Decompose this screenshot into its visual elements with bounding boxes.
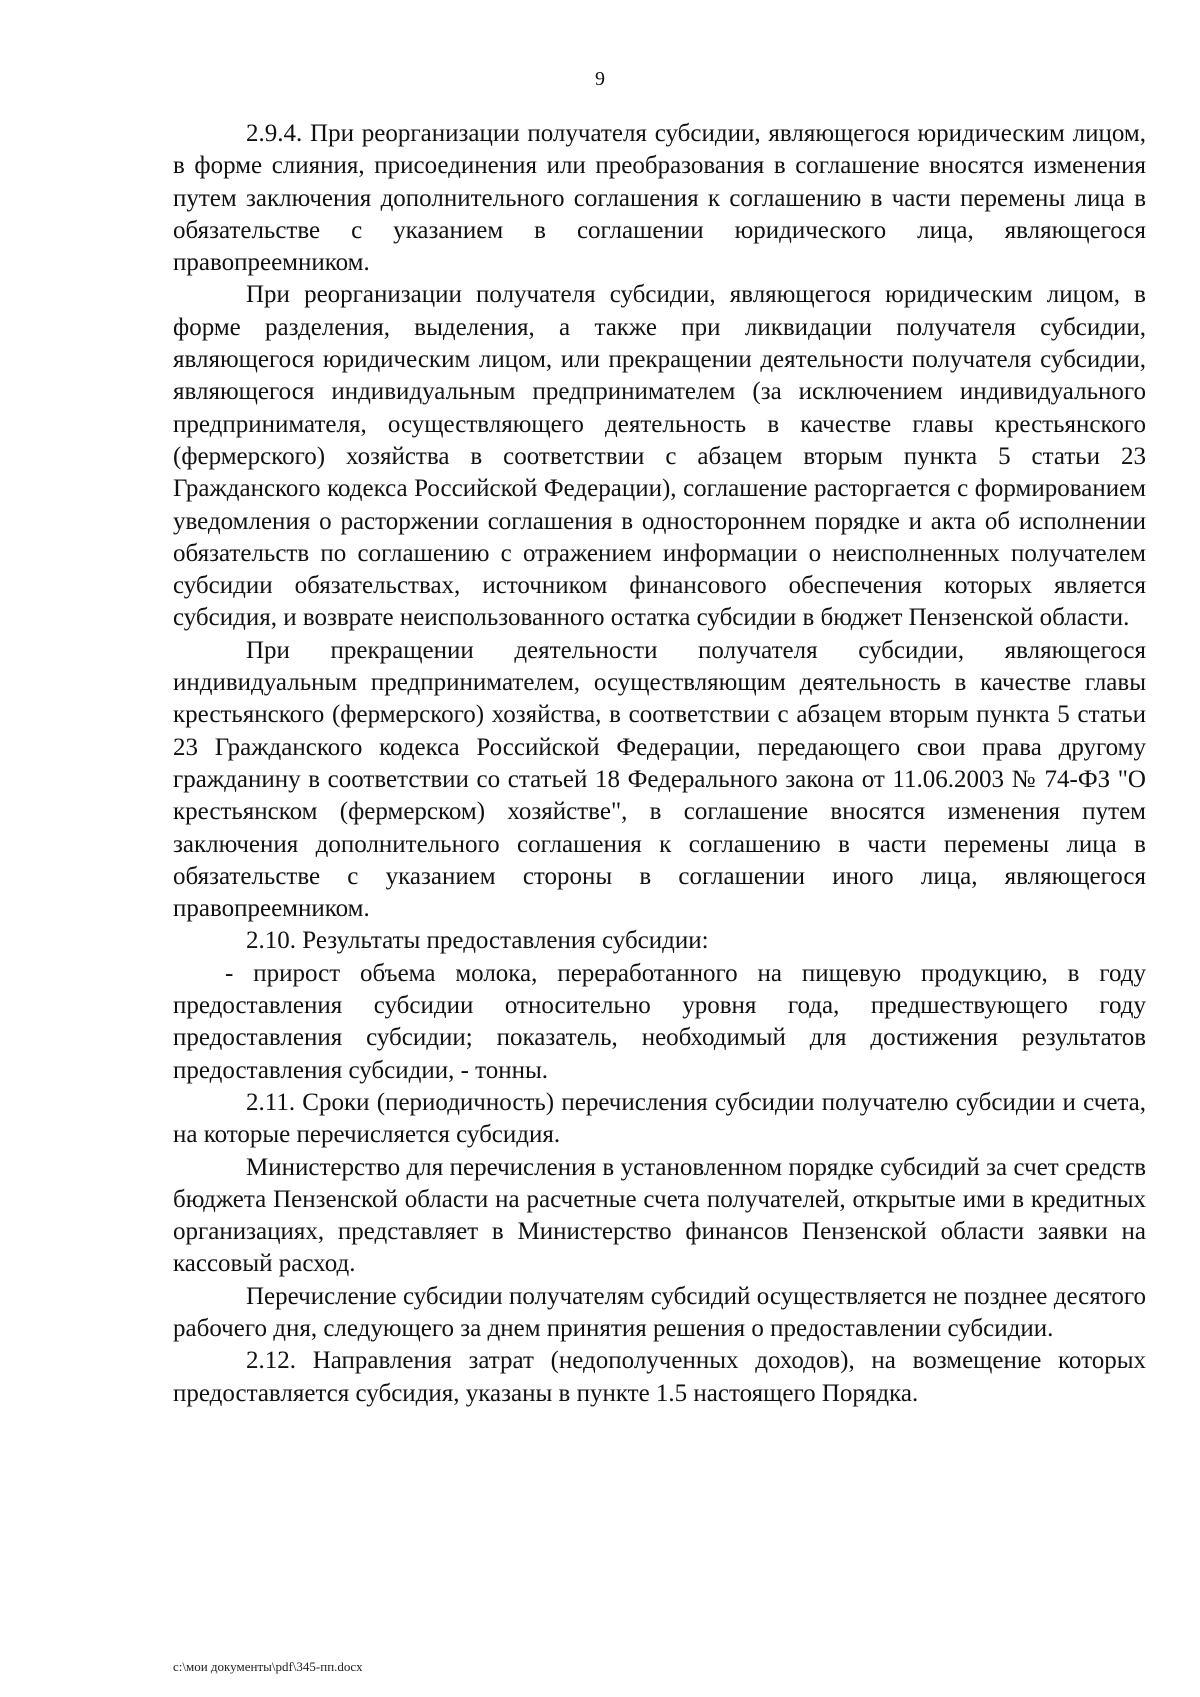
footer-file-path: c:\мои документы\pdf\345-пп.docx [173, 1659, 363, 1674]
paragraph-2-12: 2.12. Направления затрат (недополученных доходов), на возмещение которых предоставляется субсидия, указаны в пункте 1.5 настоящего Порядка. [173, 1347, 1146, 1407]
document-body [173, 118, 1146, 1410]
paragraph-2-10-heading: 2.10. Результаты предоставления субсидии: [246, 927, 709, 955]
paragraph-results-item: - прирост объема молока, переработанного на пищевую продукцию, в году предоставления субсидии относительно уровня года, предшествующего году предоставления субсидии; показатель, необходимый для достижения результатов предоставления субсидии, - тонны. [173, 959, 1146, 1084]
paragraph-transfer-deadline: Перечисление субсидии получателям субсидий осуществляется не позднее десятого рабочего дня, следующего за днем принятия решения о предоставлении субсидии. [173, 1282, 1146, 1342]
paragraph-2-11: 2.11. Сроки (периодичность) перечисления субсидии получателю субсидии и счета, на которые перечисляется субсидия. [173, 1088, 1146, 1149]
paragraph-ministry-transfer: Министерство для перечисления в установленном порядке субсидий за счет средств бюджета Пензенской области на расчетные счета получателей, открытые ими в кредитных организациях, представляет в Министерство финансов Пензенской области заявки на кассовый расход. [173, 1153, 1146, 1278]
paragraph-farm-termination: При прекращении деятельности получателя субсидии, являющегося индивидуальным предпринимателем, осуществляющим деятельность в качестве главы крестьянского (фермерского) хозяйства, в соответствии с абзацем вторым пункта 5 статьи 23 Гражданского кодекса Российской Федерации, передающего свои права другому гражданину в соответствии со статьей 18 Федерального закона от 11.06.2003 № 74-ФЗ "О крестьянском (фермерском) хозяйстве", в соглашение вносятся изменения путем заключения дополнительного соглашения к соглашению в части перемены лица в обязательстве с указанием стороны в соглашении иного лица, являющегося правопреемником. [173, 636, 1146, 923]
paragraph-reorganization-division: При реорганизации получателя субсидии, являющегося юридическим лицом, в форме разделения, выделения, а также при ликвидации получателя субсидии, являющегося юридическим лицом, или прекращении деятельности получателя субсидии, являющегося индивидуальным предпринимателем (за исключением индивидуального предпринимателя, осуществляющего деятельность в качестве главы крестьянского (фермерского) хозяйства в соответствии с абзацем вторым пункта 5 статьи 23 Гражданского кодекса Российской Федерации), соглашение расторгается с формированием уведомления о расторжении соглашения в одностороннем порядке и акта об исполнении обязательств по соглашению с отражением информации о неисполненных получателем субсидии обязательствах, источником финансового обеспечения которых является субсидия, и возврате неиспользованного остатка субсидии в бюджет Пензенской области. [173, 281, 1146, 632]
paragraph-2-9-4: 2.9.4. При реорганизации получателя субсидии, являющегося юридическим лицом, в форме слияния, присоединения или преобразования в соглашение вносятся изменения путем заключения дополнительного соглашения к соглашению в части перемены лица в обязательстве с указанием в соглашении юридического лица, являющегося правопреемником. [173, 120, 1146, 277]
page-number: 9 [595, 68, 605, 90]
